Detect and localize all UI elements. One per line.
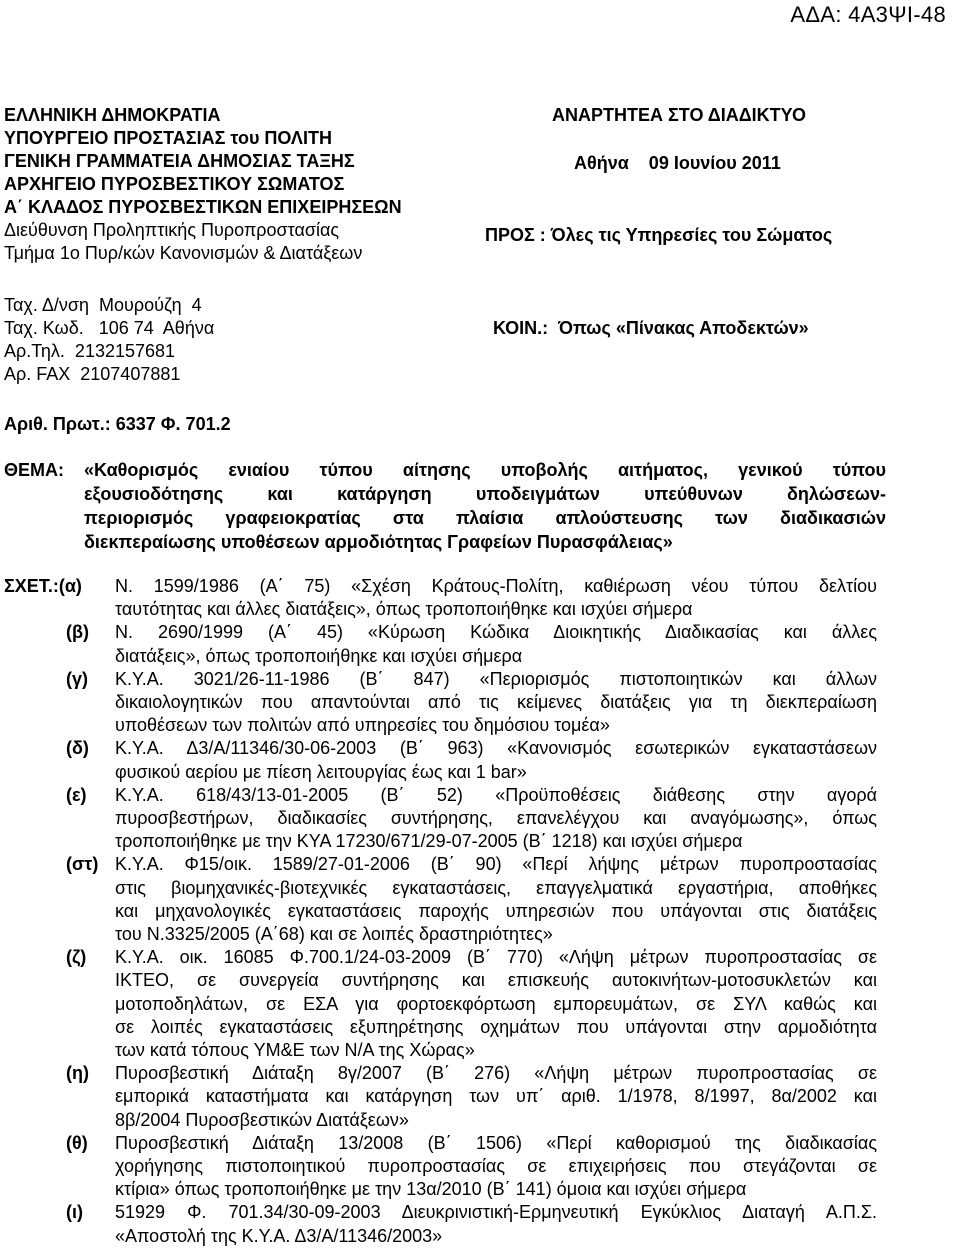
subject-text — [84, 458, 886, 554]
reference-line: Πυροσβεστική Διάταξη 8γ/2007 (Β΄ 276) «Λήψη μέτρων πυροπροστασίας σε — [115, 1063, 877, 1084]
reference-text — [115, 1062, 877, 1132]
address-line: Ταχ. Δ/νση Μουρούζη 4 — [4, 295, 202, 315]
issuer-line: Διεύθυνση Προληπτικής Πυροπροστασίας — [4, 220, 340, 240]
subject-line: εξουσιοδότησης και κατάργηση υποδειγμάτων υπεύθυνων δηλώσεων- — [84, 484, 886, 504]
reference-item — [4, 1062, 886, 1132]
reference-line: σε λοιπές εγκαταστάσεις εξυπηρέτησης οχημάτων που υπάγονται στην αρμοδιότητα — [115, 1016, 877, 1037]
reference-line: και μηχανολογικές εγκαταστάσεις παροχής υπηρεσιών που υπάγονται στις διατάξεις — [115, 900, 877, 921]
reference-item — [4, 1132, 886, 1202]
reference-line: στις βιομηχανικές-βιοτεχνικές εγκαταστάσεις, επαγγελματικά εργαστήρια, αποθήκες — [115, 877, 877, 898]
reference-label: (ι) — [66, 1202, 83, 1223]
issuer-line: ΕΛΛΗΝΙΚΗ ΔΗΜΟΚΡΑΤΙΑ — [4, 105, 221, 125]
reference-item — [4, 1201, 886, 1247]
reference-line: 51929 Φ. 701.34/30-09-2003 Διευκρινιστική-Ερμηνευτική Εγκύκλιος Διαταγή Α.Π.Σ. — [115, 1202, 877, 1223]
reference-line: πυροσβεστήρων, διαδικασίες συντήρησης, επανελέγχου και αναγόμωσης», όπως — [115, 808, 877, 829]
issuer-line: ΓΕΝΙΚΗ ΓΡΑΜΜΑΤΕΙΑ ΔΗΜΟΣΙΑΣ ΤΑΞΗΣ — [4, 151, 355, 171]
reference-line: Ν. 2690/1999 (Α΄ 45) «Κύρωση Κώδικα Διοικητικής Διαδικασίας και άλλες — [115, 622, 877, 643]
publish-note: ΑΝΑΡΤΗΤΕΑ ΣΤΟ ΔΙΑΔΙΚΤΥΟ — [552, 105, 806, 125]
reference-label: (γ) — [66, 668, 88, 689]
reference-line: του Ν.3325/2005 (Α΄68) και σε λοιπές δραστηριότητες» — [115, 924, 553, 945]
address-block — [4, 294, 214, 386]
issuer-line: ΑΡΧΗΓΕΙΟ ΠΥΡΟΣΒΕΣΤΙΚΟΥ ΣΩΜΑΤΟΣ — [4, 174, 345, 194]
reference-text — [115, 668, 877, 738]
issuer-line: Α΄ ΚΛΑΔΟΣ ΠΥΡΟΣΒΕΣΤΙΚΩΝ ΕΠΙΧΕΙΡΗΣΕΩΝ — [4, 197, 402, 217]
reference-line: ΙΚΤΕΟ, σε συνεργεία συντήρησης και επισκευής αυτοκινήτων-μοτοσυκλετών και — [115, 970, 877, 991]
reference-item — [4, 946, 886, 1062]
reference-line: εμπορικά καταστήματα και κατάργηση των υπ΄ αριθ. 1/1978, 8/1997, 8α/2002 και — [115, 1086, 877, 1107]
reference-label: (ε) — [66, 784, 87, 805]
protocol-number: Αριθ. Πρωτ.: 6337 Φ. 701.2 — [4, 414, 231, 434]
subject-line: περιορισμός γραφειοκρατίας στα πλαίσια απλούστευσης των διαδικασιών — [84, 508, 886, 528]
reference-text — [115, 621, 877, 667]
reference-line: δικαιολογητικών που απαντούνται από τις κείμενες διατάξεις για τη διεκπεραίωση — [115, 692, 877, 713]
reference-item — [4, 621, 886, 667]
cc-line: ΚΟΙΝ.: Όπως «Πίνακας Αποδεκτών» — [493, 318, 809, 338]
reference-item — [4, 575, 886, 621]
reference-line: Κ.Υ.Α. οικ. 16085 Φ.700.1/24-03-2009 (Β΄ 770) «Λήψη μέτρων πυροπροστασίας σε — [115, 947, 877, 968]
reference-line: Κ.Υ.Α. 3021/26-11-1986 (Β΄ 847) «Περιορισμός πιστοποιητικών και άλλων — [115, 668, 877, 689]
recipient-line: ΠΡΟΣ : Όλες τις Υπηρεσίες του Σώματος — [485, 225, 833, 245]
reference-label: (ζ) — [66, 947, 87, 968]
reference-line: 8β/2004 Πυροσβεστικών Διατάξεων» — [115, 1109, 409, 1130]
reference-label: (στ) — [66, 854, 99, 875]
reference-text — [115, 946, 877, 1062]
ada-code: ΑΔΑ: 4Α3ΨΙ-48 — [790, 2, 946, 27]
reference-line: μοτοποδηλάτων, σε ΕΣΑ για φορτοεκφόρτωση εμπορευμάτων, σε ΣΥΛ καθώς και — [115, 993, 877, 1014]
issuer-line: ΥΠΟΥΡΓΕΙΟ ΠΡΟΣΤΑΣΙΑΣ του ΠΟΛΙΤΗ — [4, 128, 332, 148]
reference-line: των κατά τόπους ΥΜ&Ε των Ν/Α της Χώρας» — [115, 1040, 475, 1061]
reference-line: Κ.Υ.Α. 618/43/13-01-2005 (Β΄ 52) «Προϋποθέσεις διάθεσης στην αγορά — [115, 784, 877, 805]
reference-label: ΣΧΕΤ.:(α) — [4, 576, 82, 596]
document-date: Αθήνα 09 Ιουνίου 2011 — [574, 153, 781, 173]
reference-text — [115, 1132, 877, 1202]
reference-text — [115, 737, 877, 783]
reference-line: φυσικού αερίου με πίεση λειτουργίας έως και 1 bar» — [115, 761, 527, 782]
reference-label: (η) — [66, 1063, 89, 1084]
reference-line: Κ.Υ.Α. Δ3/Α/11346/30-06-2003 (Β΄ 963) «Κανονισμός εσωτερικών εγκαταστάσεων — [115, 738, 877, 759]
reference-text — [115, 1201, 877, 1247]
reference-line: Κ.Υ.Α. Φ15/οικ. 1589/27-01-2006 (Β΄ 90) «Περί λήψης μέτρων πυροπροστασίας — [115, 854, 877, 875]
reference-text — [115, 784, 877, 854]
reference-text — [115, 575, 877, 621]
address-line: Ταχ. Κωδ. 106 74 Αθήνα — [4, 318, 215, 338]
reference-label: (β) — [66, 622, 89, 643]
reference-item — [4, 737, 886, 783]
reference-line: υποθέσεων των πολιτών από υπηρεσίες του δημόσιου τομέα» — [115, 715, 610, 736]
reference-line: κτίρια» όπως τροποποιήθηκε με την 13α/2010 (Β΄ 141) όμοια και ισχύει σήμερα — [115, 1179, 747, 1200]
reference-label: (δ) — [66, 738, 89, 759]
subject-line: «Καθορισμός ενιαίου τύπου αίτησης υποβολής αιτήματος, γενικού τύπου — [84, 460, 886, 480]
reference-line: τροποποιήθηκε με την ΚΥΑ 17230/671/29-07-2005 (Β΄ 1218) και ισχύει σήμερα — [115, 831, 743, 852]
reference-item — [4, 853, 886, 946]
reference-text — [115, 853, 877, 946]
subject-line: διεκπεραίωσης υποθέσεων αρμοδιότητας Γραφείων Πυρασφάλειας» — [84, 532, 673, 552]
reference-item — [4, 668, 886, 738]
issuer-line: Τμήμα 1ο Πυρ/κών Κανονισμών & Διατάξεων — [4, 243, 363, 263]
reference-line: Πυροσβεστική Διάταξη 13/2008 (Β΄ 1506) «Περί καθορισμού της διαδικασίας — [115, 1132, 877, 1153]
reference-line: διατάξεις», όπως τροποποιήθηκε και ισχύει σήμερα — [115, 645, 523, 666]
address-line: Αρ. FAX 2107407881 — [4, 364, 181, 384]
reference-line: χορήγησης πιστοποιητικού πυροπροστασίας σε επιχειρήσεις που στεγάζονται σε — [115, 1156, 877, 1177]
address-line: Αρ.Τηλ. 2132157681 — [4, 341, 176, 361]
reference-line: ταυτότητας και άλλες διατάξεις», όπως τροποποιήθηκε και ισχύει σήμερα — [115, 599, 693, 620]
reference-item — [4, 784, 886, 854]
reference-line: Ν. 1599/1986 (Α΄ 75) «Σχέση Κράτους-Πολίτη, καθιέρωση νέου τύπου δελτίου — [115, 576, 877, 596]
reference-line: «Αποστολή της Κ.Υ.Α. Δ3/Α/11346/2003» — [115, 1225, 443, 1246]
subject-label: ΘΕΜΑ: — [4, 460, 64, 480]
subject-block — [4, 458, 886, 552]
references-list — [4, 575, 886, 1248]
reference-label: (θ) — [66, 1132, 88, 1153]
issuer-header — [4, 104, 474, 265]
